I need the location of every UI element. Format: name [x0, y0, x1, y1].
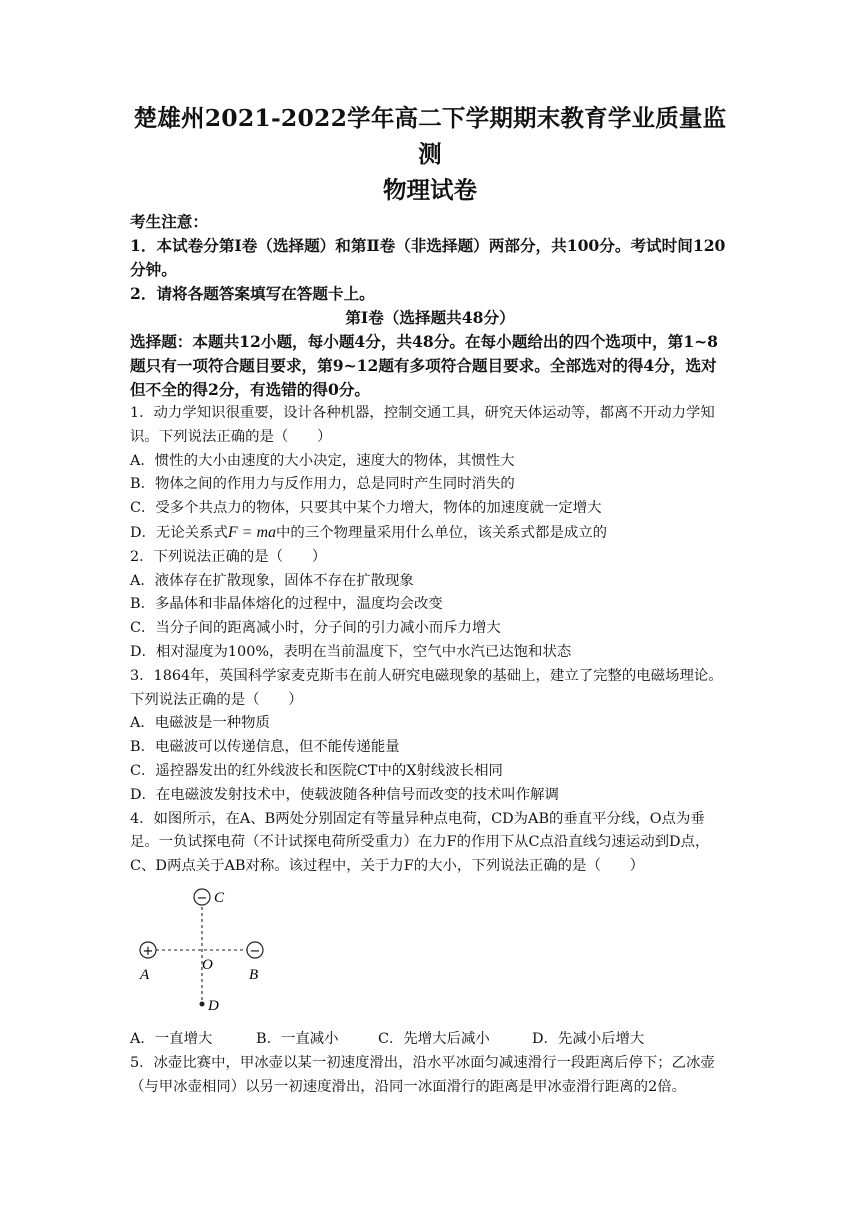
q2-option-a: A．液体存在扩散现象，固体不存在扩散现象	[130, 572, 414, 589]
q1-option-d-suffix: 中的三个物理量采用什么单位，该关系式都是成立的	[276, 524, 608, 541]
q3-option-a: A．电磁波是一种物质	[130, 715, 270, 732]
q2-option-b: B．多晶体和非晶体熔化的过程中，温度均会改变	[130, 596, 443, 613]
q1-stem: 1．动力学知识很重要，设计各种机器，控制交通工具，研究天体运动等，都离不开动力学知识。下列说法正确的是（ ）	[130, 405, 715, 445]
charge-diagram	[130, 883, 730, 1028]
q3-option-d: D．在电磁波发射技术中，使载波随各种信号而改变的技术叫作解调	[130, 786, 559, 803]
q4-option-b: B．一直减小	[256, 1030, 339, 1047]
q1-option-b: B．物体之间的作用力与反作用力，总是同时产生同时消失的	[130, 476, 515, 493]
notice-item-1: 1．本试卷分第Ⅰ卷（选择题）和第Ⅱ卷（非选择题）两部分，共100分。考试时间120分钟。	[130, 236, 726, 279]
q2-option-c: C．当分子间的距离减小时，分子间的引力减小而斥力增大	[130, 620, 501, 637]
q4-option-d: D．先减小后增大	[532, 1030, 645, 1047]
charge-a	[140, 942, 156, 959]
charge-c-sign: −	[196, 890, 208, 906]
label-d: D	[208, 997, 219, 1014]
q1-formula: F = ma	[227, 523, 277, 541]
exam-title: 楚雄州2021-2022学年高二下学期期末教育学业质量监测	[133, 104, 727, 168]
label-a: A	[140, 966, 150, 983]
q3-option-c: C．遥控器发出的红外线波长和医院CT中的X射线波长相同	[130, 762, 503, 779]
q1-option-d	[130, 521, 730, 546]
charge-b-sign: −	[249, 943, 261, 959]
q3-stem: 3．1864年，英国科学家麦克斯韦在前人研究电磁现象的基础上，建立了完整的电磁场理论。下列说法正确的是（ ）	[130, 667, 723, 708]
notice-heading: 考生注意：	[130, 212, 208, 231]
q1-option-d-prefix: D．无论关系式	[130, 524, 228, 541]
exam-subtitle: 物理试卷	[383, 176, 477, 204]
q2-stem: 2．下列说法正确的是（ ）	[130, 548, 327, 565]
charge-a-sign: +	[142, 943, 154, 959]
label-b: B	[249, 966, 259, 983]
label-o: O	[202, 956, 213, 973]
point-d-dot	[200, 1001, 205, 1006]
q4-option-a: A．一直增大	[130, 1030, 213, 1047]
exam-content	[130, 100, 730, 1099]
q4-option-c: C．先增大后减小	[378, 1030, 490, 1047]
charge-b	[247, 942, 263, 959]
charge-c	[194, 889, 210, 906]
q1-option-a: A．惯性的大小由速度的大小决定，速度大的物体，其惯性大	[130, 452, 515, 469]
section-title: 第Ⅰ卷（选择题共48分）	[345, 308, 515, 327]
q4-options	[130, 1028, 730, 1052]
q3-option-b: B．电磁波可以传递信息，但不能传递能量	[130, 739, 400, 756]
notice-item-2: 2．请将各题答案填写在答题卡上。	[130, 284, 375, 303]
q4-stem: 4．如图所示，在A、B两处分别固定有等量异种点电荷，CD为AB的垂直平分线，O点为垂足。一负试探电荷（不计试探电荷所受重力）在力F的作用下从C点沿直线匀速运动到D点，C、D两点关于AB对称。该过程中，关于力F的大小，下列说法正确的是（ ）	[130, 810, 710, 875]
q1-option-c: C．受多个共点力的物体，只要其中某个力增大，物体的加速度就一定增大	[130, 500, 602, 517]
q4-figure	[130, 883, 730, 1028]
q2-option-d: D．相对湿度为100%，表明在当前温度下，空气中水汽已达饱和状态	[130, 643, 572, 660]
q5-stem: 5．冰壶比赛中，甲冰壶以某一初速度滑出，沿水平冰面匀减速滑行一段距离后停下；乙冰壶（与甲冰壶相同）以另一初速度滑出，沿同一冰面滑行的距离是甲冰壶滑行距离的2倍。	[130, 1054, 715, 1095]
label-c: C	[214, 889, 225, 906]
section-instructions: 选择题：本题共12小题，每小题4分，共48分。在每小题给出的四个选项中，第1~8题只有一项符合题目要求，第9~12题有多项符合题目要求。全部选对的得4分，选对但不全的得2分，有选错的得0分。	[130, 332, 719, 399]
